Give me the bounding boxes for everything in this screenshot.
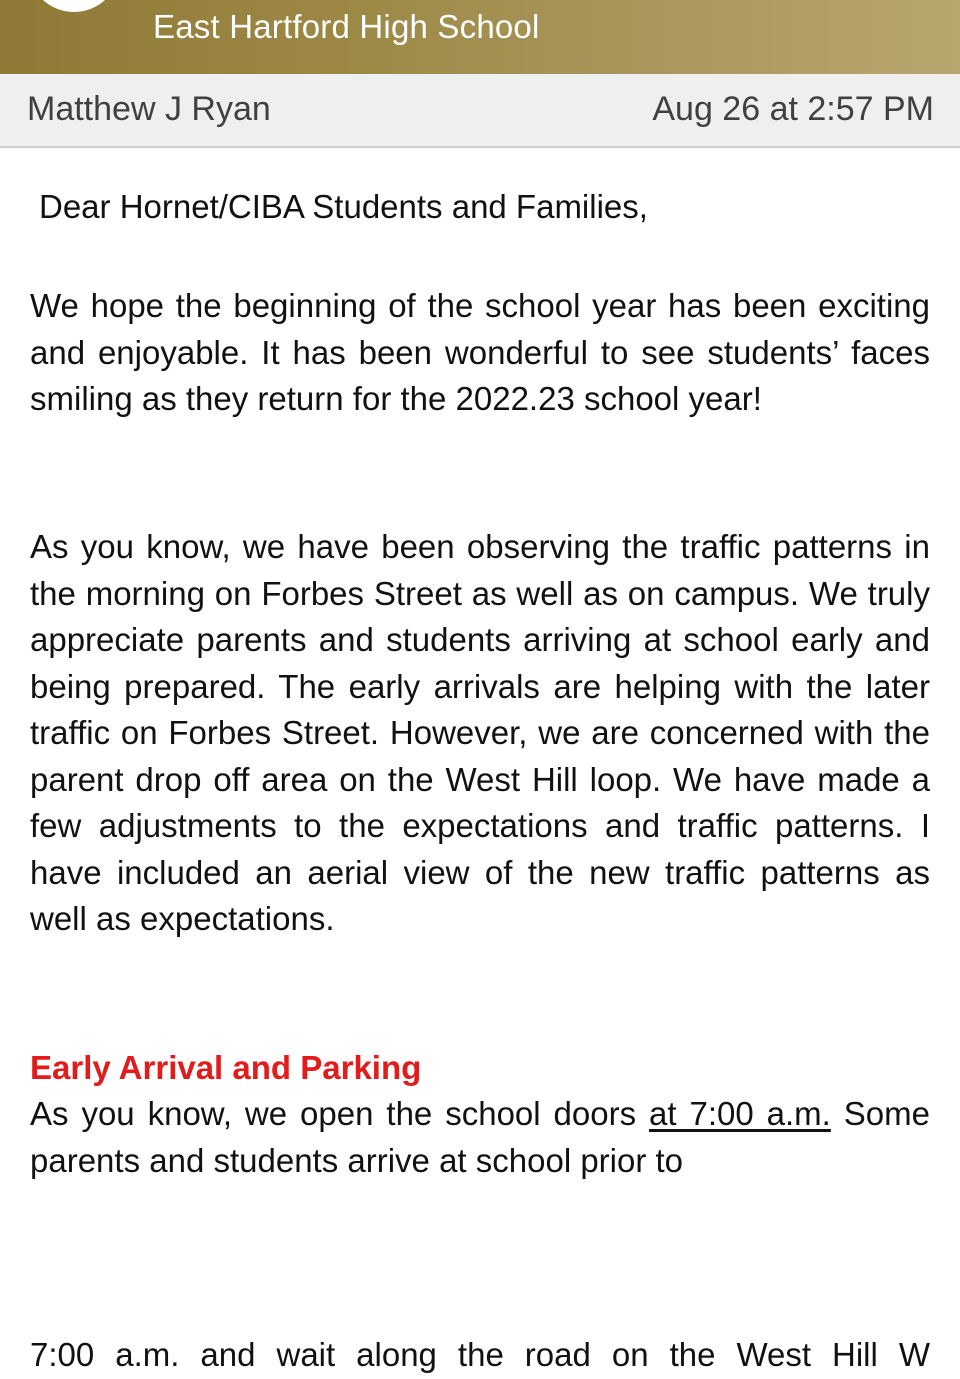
early-arrival-text-end: Some parents and students arrive at school prior to	[30, 1095, 930, 1179]
paragraph-early-arrival	[30, 1091, 930, 1184]
paragraph-intro: We hope the beginning of the school year has been exciting and enjoyable. It has been wonderful to see students’ faces smiling as they return for the 2022.23 school year!	[30, 287, 930, 417]
greeting: Dear Hornet/CIBA Students and Families,	[39, 188, 648, 225]
sent-timestamp: Aug 26 at 2:57 PM	[652, 90, 934, 128]
door-open-time: at 7:00 a.m.	[649, 1095, 831, 1132]
section-heading: Early Arrival and Parking	[30, 1049, 422, 1086]
message-meta-bar	[0, 74, 960, 148]
header-banner	[0, 0, 960, 74]
cut-off-text: 7:00 a.m. and wait along the road on the West Hill W	[30, 1336, 930, 1373]
school-logo	[28, 0, 120, 12]
school-name: East Hartford High School	[153, 8, 540, 45]
paragraph-traffic: As you know, we have been observing the traffic patterns in the morning on Forbes Street as well as on campus. We truly appreciate parents and students arriving at school early and being prepared. The early arrivals are helping with the later traffic on Forbes Street. However, we are concerned with the parent drop off area on the West Hill loop. We have made a few adjustments to the expectations and traffic patterns. I have included an aerial view of the new traffic patterns as well as expectations.	[30, 528, 930, 937]
sender-name[interactable]: Matthew J Ryan	[27, 90, 271, 128]
early-arrival-text-start: As you know, we open the school doors	[30, 1095, 650, 1132]
paragraph-cut-off-line	[30, 1332, 930, 1373]
